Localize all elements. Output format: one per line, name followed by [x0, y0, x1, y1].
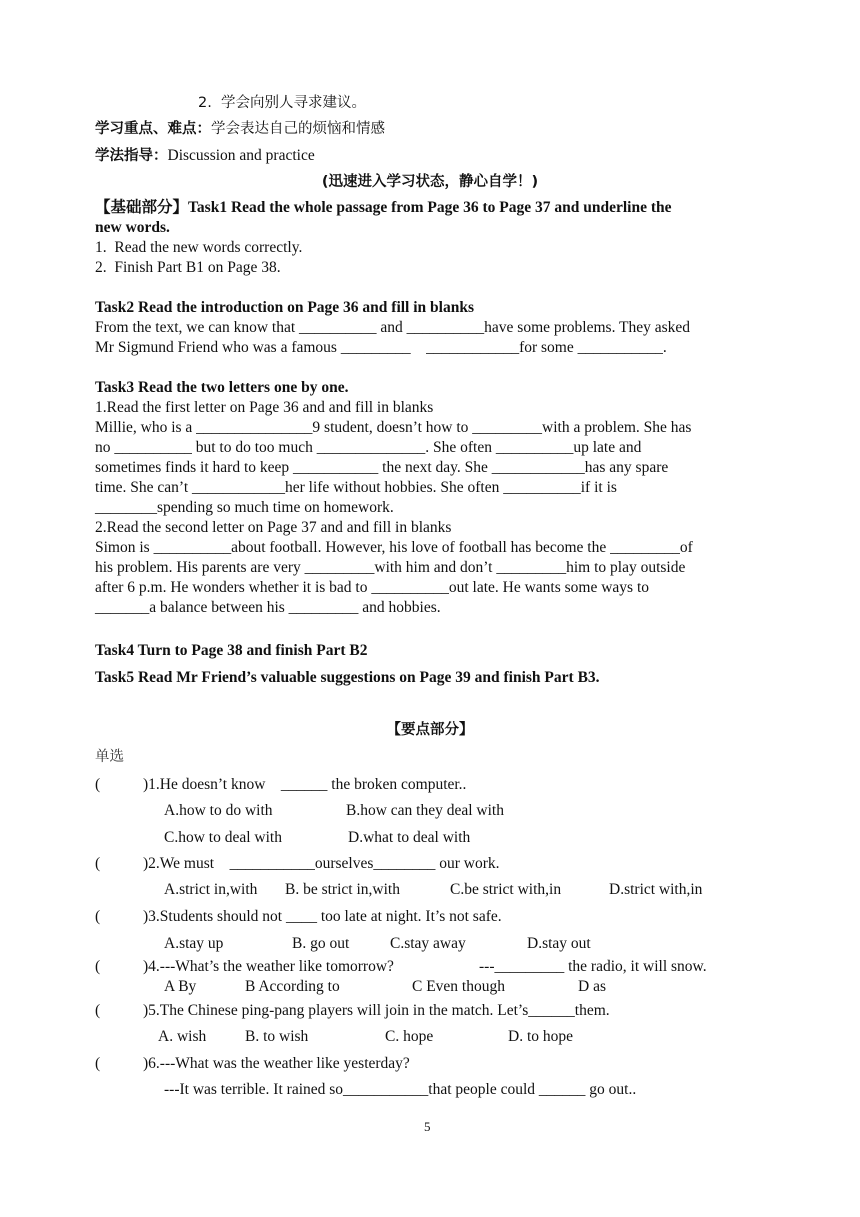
- task2-line-1: From the text, we can know that __________ and __________have some problems. They asked: [95, 319, 691, 336]
- question-1-stem: )1.He doesn’t know ______ the broken computer..: [143, 776, 467, 793]
- question-4-answer: ---_________ the radio, it will snow.: [479, 958, 707, 975]
- q5-option-b: B. to wish: [245, 1028, 309, 1045]
- task3-line: Simon is __________about football. However, his love of football has become the _________of: [95, 539, 693, 556]
- q1-option-a: A.how to do with: [164, 802, 273, 819]
- method-line: [95, 147, 315, 165]
- q2-option-c: C.be strict with,in: [450, 881, 562, 898]
- question-6-stem: )6.---What was the weather like yesterday?: [143, 1055, 410, 1072]
- task5-heading: Task5 Read Mr Friend’s valuable suggestions on Page 39 and finish Part B3.: [95, 669, 600, 686]
- q4-option-d: D as: [578, 978, 606, 995]
- page-number: 5: [424, 1119, 431, 1134]
- task3-line: sometimes finds it hard to keep ___________ the next day. She ____________has any spare: [95, 459, 669, 476]
- key-points-label: 学习重点、难点：: [95, 121, 211, 137]
- q1-option-c: C.how to deal with: [164, 829, 282, 846]
- task3-line: ________spending so much time on homework.: [95, 499, 394, 516]
- question-paren: (: [95, 1002, 101, 1019]
- task1-item-2: 2. Finish Part B1 on Page 38.: [95, 259, 281, 276]
- q3-option-a: A.stay up: [164, 935, 224, 952]
- question-6-answer: ---It was terrible. It rained so___________that people could ______ go out..: [164, 1081, 637, 1098]
- q4-option-c: C Even though: [412, 978, 505, 995]
- question-4-stem: )4.---What’s the weather like tomorrow?: [143, 958, 394, 975]
- motto: (迅速进入学习状态，静心自学！): [321, 174, 539, 190]
- task3-line: after 6 p.m. He wonders whether it is bad to __________out late. He wants some ways to: [95, 579, 650, 596]
- question-5-stem: )5.The Chinese ping-pang players will join in the match. Let’s______them.: [143, 1002, 610, 1019]
- q2-option-b: B. be strict in,with: [285, 881, 400, 898]
- question-paren: (: [95, 855, 101, 872]
- q3-option-d: D.stay out: [527, 935, 591, 952]
- q2-option-a: A.strict in,with: [164, 881, 258, 898]
- task1-item-1: 1. Read the new words correctly.: [95, 239, 303, 256]
- method-text: Discussion and practice: [167, 147, 315, 164]
- q5-option-d: D. to hope: [508, 1028, 574, 1045]
- multiple-choice-label: 单选: [95, 749, 124, 765]
- q4-option-a: A By: [164, 978, 197, 995]
- task3-line: his problem. His parents are very _________with him and don’t _________him to play outside: [95, 559, 686, 576]
- q3-option-b: B. go out: [292, 935, 350, 952]
- question-3-stem: )3.Students should not ____ too late at night. It’s not safe.: [143, 908, 502, 925]
- task3-line: 1.Read the first letter on Page 36 and and fill in blanks: [95, 399, 434, 416]
- task3-line: no __________ but to do too much ______________. She often __________up late and: [95, 439, 642, 456]
- question-paren: (: [95, 908, 101, 925]
- task3-line: Millie, who is a _______________9 student, doesn’t how to _________with a problem. She has: [95, 419, 692, 436]
- q5-option-a: A. wish: [158, 1028, 207, 1045]
- task1-heading-line2: new words.: [95, 219, 170, 236]
- q1-option-d: D.what to deal with: [348, 829, 471, 846]
- task4-heading: Task4 Turn to Page 38 and finish Part B2: [95, 642, 368, 659]
- objective-item-2: 2. 学会向别人寻求建议。: [198, 95, 367, 111]
- task2-line-2: Mr Sigmund Friend who was a famous _________ ____________for some ___________.: [95, 339, 667, 356]
- method-label: 学法指导：: [95, 148, 168, 164]
- q3-option-c: C.stay away: [390, 935, 466, 952]
- task2-heading: Task2 Read the introduction on Page 36 and fill in blanks: [95, 299, 474, 316]
- key-points-line: [95, 120, 385, 138]
- question-2-stem: )2.We must ___________ourselves________ our work.: [143, 855, 500, 872]
- task3-line: time. She can’t ____________her life without hobbies. She often __________if it is: [95, 479, 617, 496]
- question-paren: (: [95, 776, 101, 793]
- key-section-heading: 【要点部分】: [386, 722, 474, 738]
- q4-option-b: B According to: [245, 978, 340, 995]
- question-paren: (: [95, 958, 101, 975]
- task3-line: 2.Read the second letter on Page 37 and and fill in blanks: [95, 519, 452, 536]
- q5-option-c: C. hope: [385, 1028, 434, 1045]
- task3-heading: Task3 Read the two letters one by one.: [95, 379, 349, 396]
- q2-option-d: D.strict with,in: [609, 881, 703, 898]
- key-points-text: 学会表达自己的烦恼和情感: [211, 121, 385, 137]
- q1-option-b: B.how can they deal with: [346, 802, 504, 819]
- task3-line: _______a balance between his _________ and hobbies.: [95, 599, 441, 616]
- question-paren: (: [95, 1055, 101, 1072]
- task1-heading-line1: 【基础部分】Task1 Read the whole passage from Page 36 to Page 37 and underline the: [95, 199, 672, 216]
